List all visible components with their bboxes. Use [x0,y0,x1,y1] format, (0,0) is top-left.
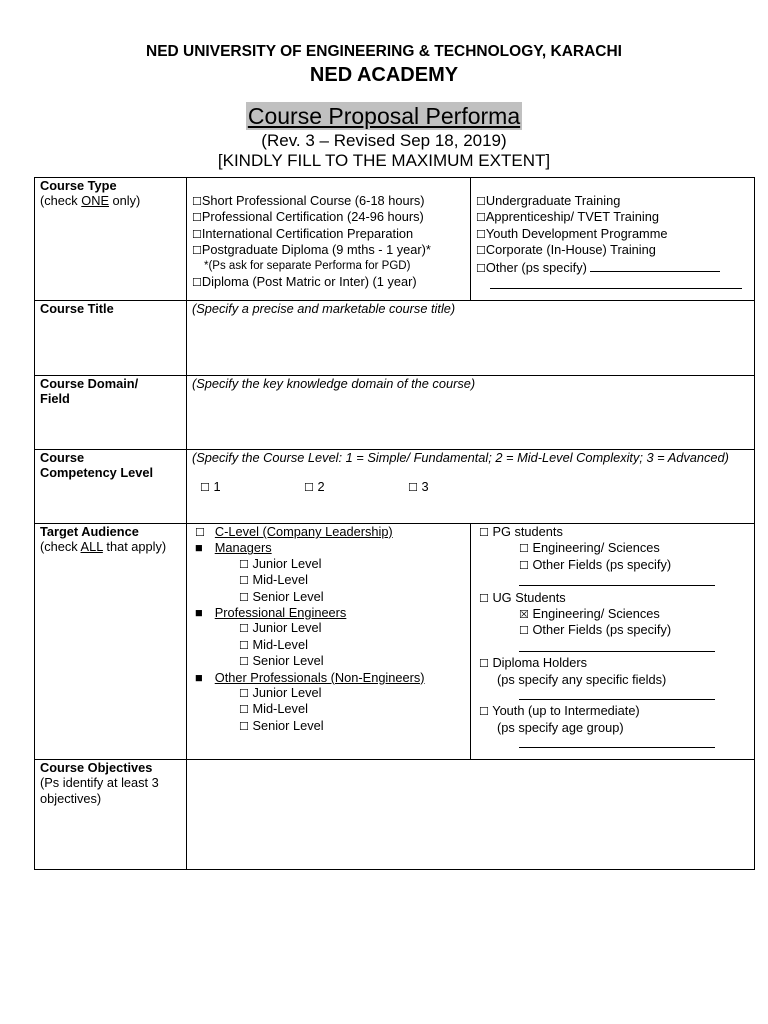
option-label: Professional Engineers [214,605,347,621]
checkbox-icon[interactable]: ☐ [479,657,489,671]
checkbox-icon[interactable]: ☐ [476,261,486,275]
option-engineers[interactable] [195,605,465,620]
objectives-input-cell[interactable] [187,760,755,870]
checkbox-icon[interactable]: ☐ [476,227,486,241]
objectives-label: Course Objectives [40,760,153,775]
option-label: Short Professional Course (6-18 hours) [201,193,425,208]
pg-specify-line[interactable] [519,573,715,586]
option-managers[interactable] [195,540,465,555]
fill-instruction: [KINDLY FILL TO THE MAXIMUM EXTENT] [217,151,551,170]
option-label: Youth Development Programme [485,225,668,241]
ug-other-fields[interactable] [479,622,749,638]
managers-senior[interactable] [195,589,465,605]
other-specify-line-2[interactable] [490,276,742,289]
ug-specify-line[interactable] [519,639,715,652]
option-ug-students[interactable] [479,590,749,606]
form-title: Course Proposal Performa [247,103,521,129]
pg-eng-sci[interactable] [479,540,749,556]
checkbox-icon[interactable]: ☐ [479,526,489,539]
other-prof-junior[interactable] [195,685,465,701]
option-label: Other Fields (ps specify) [532,556,672,572]
competency-label-cell [35,450,187,524]
course-domain-label-2: Field [40,391,70,407]
checkbox-icon[interactable]: ☐ [519,542,529,556]
checkbox-icon[interactable]: ☐ [239,574,249,588]
option-label: Undergraduate Training [485,193,621,208]
pgd-note: *(Ps ask for separate Performa for PGD) [204,259,411,272]
level-label: Junior Level [252,555,322,571]
checkbox-icon[interactable]: ☐ [476,211,486,225]
level-label: 3 [421,479,429,495]
course-title-row [35,301,755,376]
competency-levels [192,479,749,495]
option-youth[interactable] [479,703,749,719]
option-clevel[interactable] [195,524,465,540]
audience-label: Target Audience [40,524,139,539]
option-label: PG students [492,524,563,539]
level-label: Junior Level [252,685,322,701]
option-youth-programme[interactable] [476,226,749,242]
university-name: NED UNIVERSITY OF ENGINEERING & TECHNOLOGY, KARACHI [146,43,622,60]
audience-label-cell [35,524,187,760]
competency-row [35,450,755,524]
checkbox-icon[interactable]: ☐ [192,244,202,258]
checkbox-icon[interactable]: ☐ [239,638,249,652]
option-diploma-holders[interactable] [479,655,749,671]
course-title-label: Course Title [40,301,114,316]
competency-label-2: Competency Level [40,465,154,481]
level-label: Senior Level [252,653,324,669]
course-type-label-cell [35,178,187,301]
other-prof-mid[interactable] [195,701,465,717]
managers-mid[interactable] [195,572,465,588]
checkbox-icon[interactable]: ☐ [479,705,489,719]
option-label: Other Professionals (Non-Engineers) [214,669,425,685]
hint-emphasis: ALL [80,539,103,555]
document-header [0,42,768,171]
course-domain-label: Course Domain/ [40,376,139,391]
option-label: Diploma (Post Matric or Inter) (1 year) [201,274,417,290]
option-label: Engineering/ Sciences [532,540,660,556]
hint-text: (check [40,539,81,555]
checkbox-icon[interactable]: ☐ [304,481,314,495]
level-label: 1 [213,479,221,495]
course-title-input-cell[interactable] [187,301,755,376]
engineers-junior[interactable] [195,620,465,636]
filled-square-icon[interactable]: ■ [195,540,203,556]
youth-specify-line[interactable] [519,735,715,748]
target-audience-row [35,524,755,760]
ug-eng-sci[interactable] [479,606,749,622]
course-type-label: Course Type [40,178,117,193]
option-label: Corporate (In-House) Training [485,242,656,258]
course-domain-label-cell [35,376,187,450]
level-label: Mid-Level [252,636,308,652]
option-label: Managers [214,540,272,556]
checkbox-icon[interactable]: ☐ [519,558,529,572]
other-specify-line[interactable] [590,259,720,272]
option-diploma[interactable] [192,274,465,290]
filled-square-icon[interactable]: ■ [195,605,203,621]
course-domain-input-cell[interactable] [187,376,755,450]
option-label: Postgraduate Diploma (9 mths - 1 year)* [201,242,431,258]
course-type-row [35,178,755,301]
pg-other-fields[interactable] [479,557,749,573]
checkbox-icon[interactable]: ☐ [476,195,486,208]
competency-hint: (Specify the Course Level: 1 = Simple/ Fundamental; 2 = Mid-Level Complexity; 3 = Advanced) [192,450,729,465]
option-ug-training[interactable] [476,193,749,209]
option-intl-cert[interactable] [192,226,465,242]
checkbox-icon[interactable]: ☐ [476,244,486,258]
option-professional-cert[interactable] [192,209,465,225]
option-label: Apprenticeship/ TVET Training [485,209,659,225]
course-domain-row [35,376,755,450]
hint-text: (check [40,193,82,209]
hint-text: only) [108,193,141,209]
checkbox-icon[interactable]: ☐ [192,195,202,208]
checkbox-icon[interactable]: ☐ [239,590,249,604]
proposal-form-table [34,177,755,870]
hint-text: that apply) [102,539,167,555]
option-apprenticeship[interactable] [476,209,749,225]
level-label: Mid-Level [252,572,308,588]
level-label: Mid-Level [252,701,308,717]
filled-square-icon[interactable]: ■ [195,669,203,685]
diploma-specify-line[interactable] [519,687,715,700]
option-label: Professional Certification (24-96 hours) [201,209,424,225]
checkbox-icon[interactable]: ☐ [195,526,205,539]
option-short-course[interactable] [192,193,465,209]
option-label: Youth (up to Intermediate) [492,703,640,719]
level-label: Senior Level [252,717,324,733]
hint-emphasis: ONE [81,193,109,209]
option-label: Other Fields (ps specify) [532,622,672,638]
option-label: UG Students [492,589,566,605]
checkbox-icon[interactable]: ☐ [192,211,202,225]
checkbox-icon[interactable]: ☐ [408,481,418,495]
youth-hint: (ps specify age group) [497,719,624,735]
diploma-hint: (ps specify any specific fields) [497,671,667,687]
option-label: C-Level (Company Leadership) [214,524,393,539]
option-corporate[interactable] [476,242,749,258]
checkbox-icon[interactable]: ☐ [239,622,249,636]
level-2-option[interactable] [304,479,408,495]
engineers-mid[interactable] [195,637,465,653]
option-label: Engineering/ Sciences [532,606,660,622]
level-label: Junior Level [252,620,322,636]
checkbox-icon[interactable]: ☐ [239,557,249,571]
other-prof-senior[interactable] [195,718,465,734]
course-type-left-options [187,178,471,301]
level-3-option[interactable] [408,479,512,495]
checkbox-icon[interactable]: ☐ [479,591,489,605]
level-label: 2 [317,479,325,495]
objectives-hint: (Ps identify at least 3 objectives) [40,775,159,806]
checkbox-icon[interactable]: ☐ [239,719,249,733]
checkbox-icon[interactable]: ☐ [192,227,202,241]
option-label: Diploma Holders [492,655,588,671]
audience-right-options [471,524,755,760]
option-pg-diploma[interactable] [192,242,465,258]
course-title-label-cell [35,301,187,376]
competency-input-cell [187,450,755,524]
option-other-professionals[interactable] [195,670,465,685]
managers-junior[interactable] [195,556,465,572]
checked-box-icon[interactable]: ☒ [519,608,529,622]
engineers-senior[interactable] [195,653,465,669]
course-type-right-options [471,178,755,301]
option-label: International Certification Preparation [201,225,414,241]
checkbox-icon[interactable]: ☐ [519,624,529,638]
checkbox-icon[interactable]: ☐ [239,655,249,669]
option-label: Other (ps specify) [485,259,587,275]
academy-name: NED ACADEMY [309,64,459,86]
objectives-row [35,760,755,870]
checkbox-icon[interactable]: ☐ [239,687,249,701]
course-title-hint: (Specify a precise and marketable course title) [192,301,456,316]
option-pg-students[interactable] [479,524,749,540]
checkbox-icon[interactable]: ☐ [239,703,249,717]
checkbox-icon[interactable]: ☐ [192,276,202,290]
competency-label: Course [40,450,85,465]
option-other[interactable] [476,259,749,276]
level-1-option[interactable] [200,479,304,495]
level-label: Senior Level [252,588,324,604]
objectives-label-cell [35,760,187,870]
course-domain-hint: (Specify the key knowledge domain of the course) [192,376,476,391]
audience-left-options [187,524,471,760]
revision-note: (Rev. 3 – Revised Sep 18, 2019) [261,131,507,150]
checkbox-icon[interactable]: ☐ [200,481,210,495]
